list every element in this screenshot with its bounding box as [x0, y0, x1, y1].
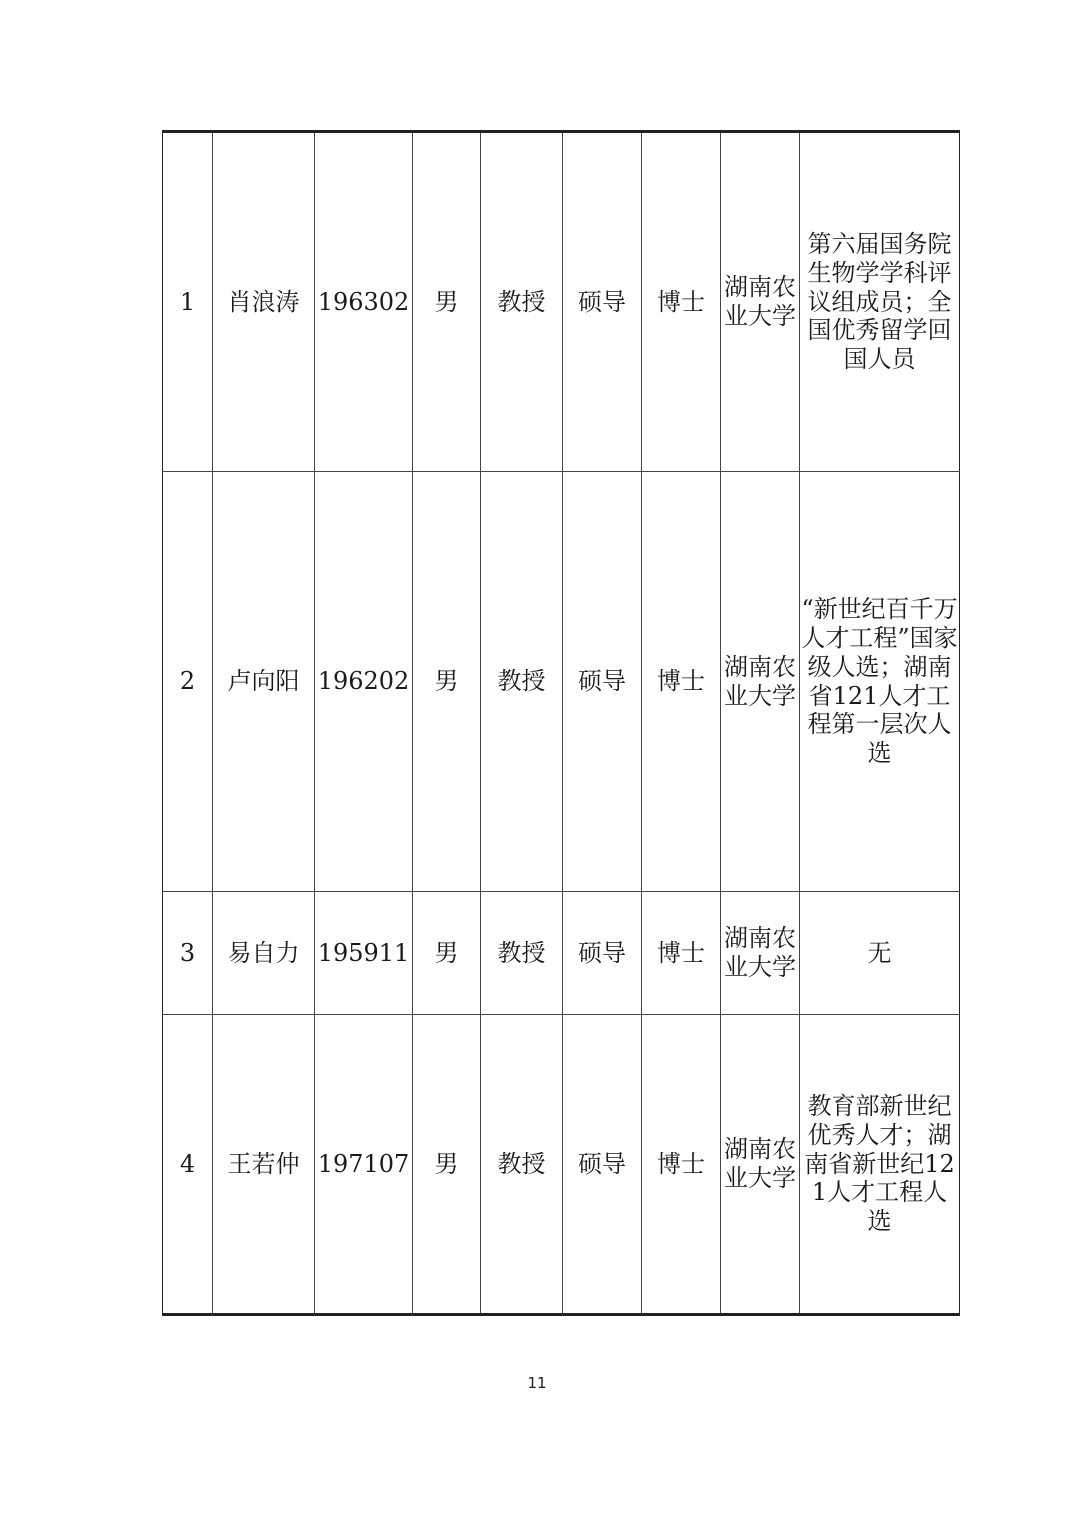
cell-birth: 195911	[315, 892, 413, 1015]
cell-name: 肖浪涛	[213, 132, 315, 472]
cell-supervisor: 硕导	[563, 472, 642, 892]
cell-school: 湖南农业大学	[721, 132, 800, 472]
faculty-table	[162, 130, 960, 1316]
cell-gender: 男	[413, 472, 481, 892]
cell-degree: 博士	[642, 132, 721, 472]
table-row	[163, 892, 960, 1015]
table-row	[163, 1015, 960, 1315]
cell-supervisor: 硕导	[563, 132, 642, 472]
cell-title: 教授	[481, 892, 563, 1015]
cell-number: 2	[163, 472, 213, 892]
cell-school: 湖南农业大学	[721, 892, 800, 1015]
cell-gender: 男	[413, 1015, 481, 1315]
cell-title: 教授	[481, 1015, 563, 1315]
cell-supervisor: 硕导	[563, 1015, 642, 1315]
page-number: 11	[527, 1374, 547, 1392]
cell-birth: 196202	[315, 472, 413, 892]
cell-number: 4	[163, 1015, 213, 1315]
cell-degree: 博士	[642, 1015, 721, 1315]
cell-notes: “新世纪百千万人才工程”国家级人选；湖南省121人才工程第一层次人选	[800, 472, 960, 892]
cell-number: 3	[163, 892, 213, 1015]
cell-number: 1	[163, 132, 213, 472]
cell-title: 教授	[481, 132, 563, 472]
cell-notes: 第六届国务院生物学学科评议组成员；全国优秀留学回国人员	[800, 132, 960, 472]
cell-name: 卢向阳	[213, 472, 315, 892]
cell-degree: 博士	[642, 472, 721, 892]
cell-school: 湖南农业大学	[721, 472, 800, 892]
cell-gender: 男	[413, 892, 481, 1015]
cell-school: 湖南农业大学	[721, 1015, 800, 1315]
cell-name: 王若仲	[213, 1015, 315, 1315]
cell-notes: 教育部新世纪优秀人才；湖南省新世纪121人才工程人选	[800, 1015, 960, 1315]
cell-gender: 男	[413, 132, 481, 472]
cell-birth: 196302	[315, 132, 413, 472]
cell-title: 教授	[481, 472, 563, 892]
table-row	[163, 472, 960, 892]
cell-degree: 博士	[642, 892, 721, 1015]
cell-birth: 197107	[315, 1015, 413, 1315]
table-row	[163, 132, 960, 472]
cell-name: 易自力	[213, 892, 315, 1015]
cell-notes: 无	[800, 892, 960, 1015]
cell-supervisor: 硕导	[563, 892, 642, 1015]
